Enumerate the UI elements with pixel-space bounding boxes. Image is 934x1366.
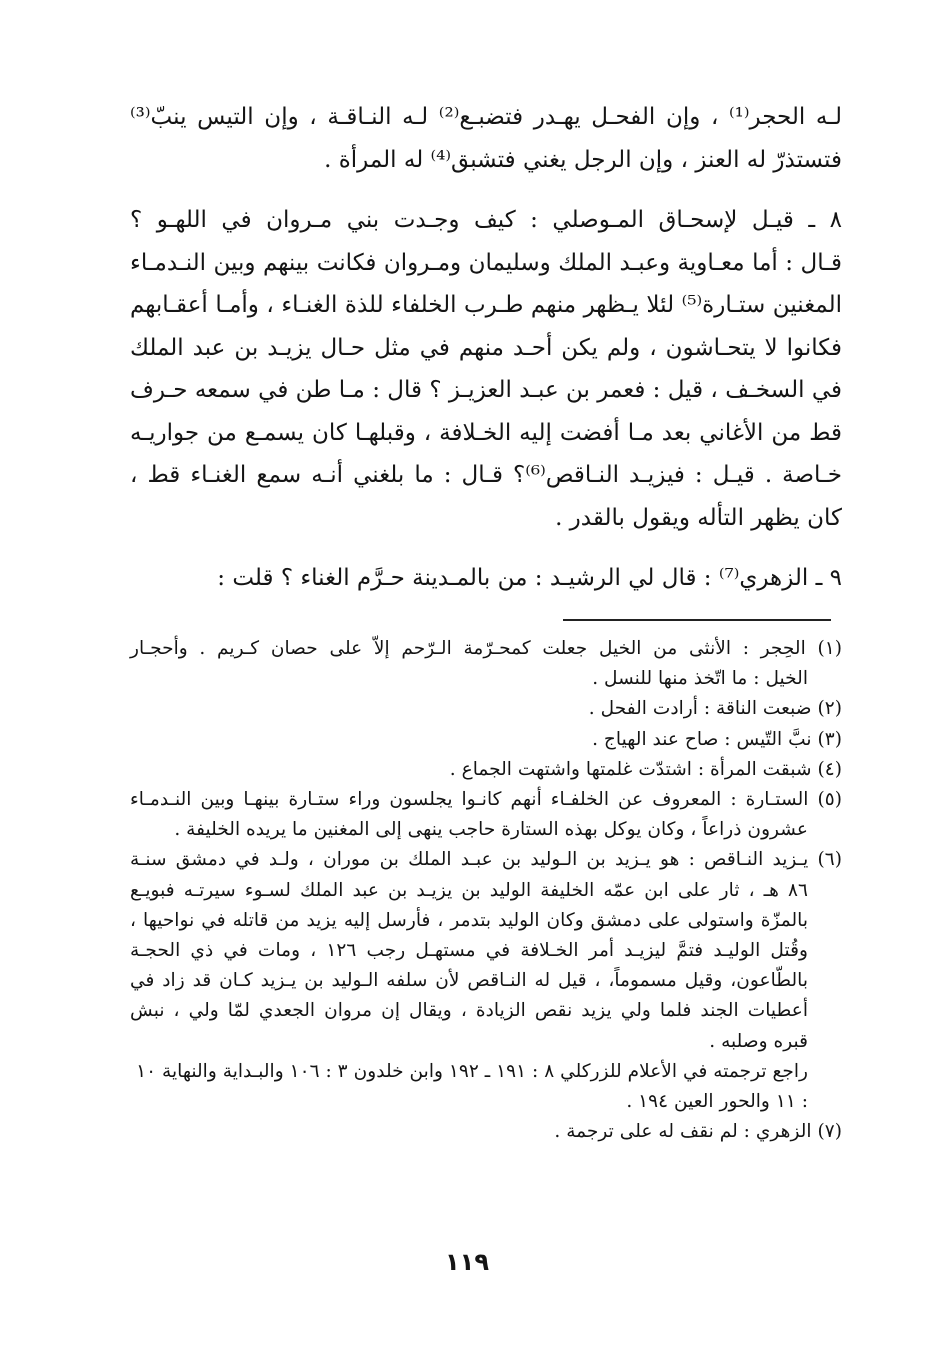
- footnote-text: بالطّاعون، وقيل مسموماً، ، قيل له النـاقص لأن سلفه الـوليد بن يـزيد كـان قد زاد في: [130, 970, 808, 992]
- footnote-text: وقُتل الوليـد فتمَّ ليزيـد أمر الخـلافة في مستهـل رجب ١٢٦ ، ومات في ذي الحجـة: [130, 940, 808, 962]
- page-number: ١١٩: [445, 1248, 489, 1276]
- footnote-6-references: [130, 1057, 842, 1117]
- footnote-6: [130, 845, 842, 1056]
- footnote-marker: (٣): [817, 728, 842, 750]
- footnote-marker: (٦): [817, 849, 842, 871]
- text-line: فتستذرّ له العنز ، وإن الرجل يغني فتشبق⁽⁴⁾ له المرأة .: [324, 146, 842, 173]
- footnote-text: الزهري : لم نقف له على ترجمة .: [554, 1121, 812, 1143]
- footnote-text: الحِجر : الأنثى من الخيل جعلت كمحـرّمة الـرّحم إلاّ على حصان كـريم . وأحجـار: [130, 638, 806, 659]
- footnote-text: بالمزّة واستولى على دمشق وكان الوليد بتدمر ، فأرسل إليه يزيد من قاتله في نواحيها ،: [130, 909, 808, 931]
- text-line: ٩ ـ الزهري⁽⁷⁾ : قال لي الرشيـد : من بالمـدينة حـرَّم الغناء ؟ قلت :: [217, 565, 842, 591]
- text-line: كان يظهر التأله ويقول بالقدر .: [555, 504, 842, 531]
- footnote-text: قبره وصلبه .: [709, 1030, 808, 1052]
- footnote-2: [130, 694, 842, 724]
- text-line: قـال : أما معـاوية وعبـد الملك وسليمان ومـروان فكانت بينهم وبين النـدمـاء: [130, 249, 842, 276]
- footnote-marker: (٧): [817, 1121, 842, 1143]
- footnote-1: [130, 634, 842, 694]
- footnote-text: أعطيات الجند فلما ولي يزيد نقص الزيادة ، ويقال إن مروان الجعدي لمّا ولي ، نبش: [130, 1000, 808, 1022]
- footnote-7: [130, 1117, 842, 1147]
- paragraph-continuation: [130, 96, 842, 181]
- footnote-text: شبقت المرأة : اشتدّت غلمتها واشتهت الجماع .: [449, 758, 812, 780]
- paragraph-8: [130, 199, 842, 539]
- footnote-text: الخيل : ما اتّخذ منها للنسل .: [592, 668, 808, 690]
- text-line: لـه الحجر⁽¹⁾ ، وإن الفحـل يهـدر فتضبـع⁽²⁾ لـه النـاقـة ، وإن التيس ينبّ⁽³⁾: [130, 104, 842, 130]
- footnote-marker: (١): [817, 638, 842, 659]
- footnote-marker: (٥): [817, 789, 842, 811]
- text-line: فكانوا لا يتحـاشون ، ولم يكن أحـد منهم في مثل حـال يزيـد بن عبد الملك: [130, 334, 842, 361]
- paragraph-9: [130, 557, 842, 600]
- footnote-separator: [563, 619, 831, 621]
- footnote-marker: (٤): [817, 758, 842, 780]
- main-text: [130, 96, 842, 600]
- footnote-3: [130, 725, 842, 755]
- text-line: المغنين ستـارة⁽⁵⁾ لئلا يـظهر منهم طـرب الخلفاء للذة الغنـاء ، وأمـا أعقـابهم: [130, 292, 842, 318]
- footnote-text: ٨٦ هـ ، ثار على ابن عمّه الخليفة الوليد بن يزيـد بن عبد الملك لسـوء سيرتـه فبويـع: [130, 879, 808, 901]
- footnote-5: [130, 785, 842, 845]
- footnote-4: [130, 755, 842, 785]
- footnote-text: عشرون ذراعاً ، وكان يوكل بهذه الستارة حاجب ينهى إلى المغنين ما يريده الخليفة .: [174, 819, 808, 841]
- footnotes: [130, 634, 842, 1147]
- footnote-text: والنهاية ١٠ : ١١ والحور العين ١٩٤ .: [136, 1060, 808, 1113]
- footnote-text: ضبعت الناقة : أرادت الفحل .: [588, 698, 812, 720]
- footnote-marker: (٢): [817, 698, 842, 720]
- footnote-text: يـزيد النـاقص : هو يـزيد بن الـوليد بن عبـد الملك بن موران ، ولـد في دمشق سنـة: [130, 849, 809, 871]
- text-line: خـاصة . قيـل : فيزيـد النـاقص⁽⁶⁾؟ قـال : ما بلغني أنـه سمع الغنـاء قط ،: [130, 462, 842, 488]
- text-line: في السخـف ، قيل : فعمر بن عبـد العزيـز ؟ قال : مـا طن في سمعه حـرف: [130, 377, 842, 403]
- text-line: قط من الأغاني بعد مـا أفضت إليه الخـلافة ، وقبلهـا كان يسمـع من جواريـه: [130, 419, 842, 446]
- footnote-text: نبَّ التّيس : صاح عند الهياج .: [592, 728, 812, 750]
- footnote-text: الستـارة : المعروف عن الخلفـاء أنهم كانـوا يجلسون وراء ستـارة بينهـا وبين النـدمـاء: [130, 789, 809, 811]
- footnote-text: راجع ترجمته في الأعلام للزركلي ٨ : ١٩١ ـ ١٩٢ وابن خلدون ٣ : ١٠٦ والبـداية: [222, 1060, 808, 1082]
- text-line: ٨ ـ قيـل لإسحـاق المـوصلي : كيف وجـدت بني مـروان في اللهـو ؟: [130, 207, 842, 233]
